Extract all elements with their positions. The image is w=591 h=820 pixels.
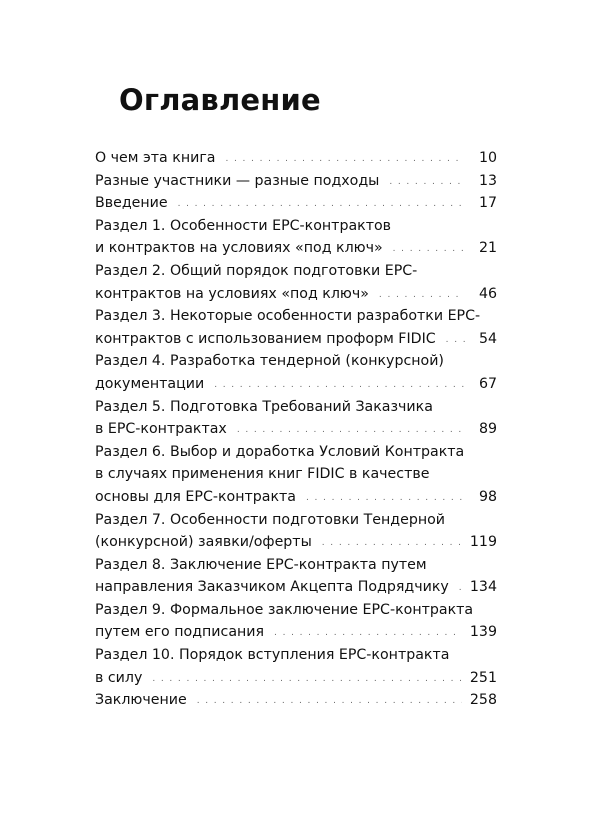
toc-entry-line: в случаях применения книг FIDIC в качестве [95, 466, 430, 483]
toc-entry-text: О чем эта книга [95, 150, 216, 166]
toc-entry-line: Раздел 8. Заключение EPC-контракта путем [95, 556, 427, 573]
dot-leader [214, 374, 465, 397]
page-number: 17 [478, 195, 497, 212]
page-title: Оглавление [119, 83, 321, 117]
toc-entry [95, 215, 497, 260]
page-number: 258 [469, 692, 497, 709]
toc-entry-text: контрактов на условиях «под ключ» [95, 285, 369, 302]
page-number: 139 [469, 624, 497, 641]
page-number: 119 [469, 534, 497, 551]
toc-entry [95, 305, 497, 350]
toc-entry-line: Раздел 3. Некоторые особенности разработки EPC- [95, 308, 481, 325]
page-number: 13 [478, 172, 497, 189]
toc-entry-text: Разные участники — разные подходы [95, 172, 380, 189]
toc-entry-line: Раздел 5. Подготовка Требований Заказчика [95, 398, 433, 415]
page-number: 54 [478, 330, 497, 347]
toc-entry-line: Раздел 10. Порядок вступления EPC-контракта [95, 647, 450, 664]
page-number: 46 [478, 285, 497, 302]
toc-entry-line: Раздел 1. Особенности EPC-контрактов [95, 217, 392, 234]
toc-entry-last-line [95, 667, 497, 690]
toc-entry-text: основы для EPC-контракта [95, 488, 296, 505]
dot-leader [322, 532, 462, 555]
toc-entry-last-line [95, 576, 497, 599]
dot-leader [237, 419, 465, 442]
toc-entry [95, 192, 497, 215]
toc-entry [95, 441, 497, 509]
toc-entry-text: документации [95, 375, 205, 392]
toc-entry-last-line [95, 531, 497, 554]
toc-entry-last-line [95, 192, 497, 215]
toc-entry-last-line [95, 373, 497, 396]
toc-entry-last-line [95, 621, 497, 644]
toc-entry-text: (конкурсной) заявки/оферты [95, 534, 312, 551]
toc-entry-text: направления Заказчиком Акцепта Подрядчику [95, 579, 449, 596]
table-of-contents [95, 147, 497, 712]
page-number: 21 [478, 240, 497, 257]
page-number: 251 [469, 669, 497, 686]
toc-entry-text: путем его подписания [95, 624, 265, 641]
toc-entry [95, 147, 497, 170]
page-number: 98 [478, 488, 497, 505]
toc-entry-line: Раздел 9. Формальное заключение EPC-контракта [95, 601, 474, 618]
toc-entry-text: контрактов с использованием проформ FIDIC [95, 330, 436, 347]
toc-entry [95, 260, 497, 305]
toc-entry-last-line [95, 328, 497, 351]
dot-leader [152, 668, 462, 691]
toc-entry-last-line [95, 237, 497, 260]
toc-entry [95, 599, 497, 644]
dot-leader [197, 690, 462, 713]
toc-entry [95, 509, 497, 554]
toc-entry-line: Раздел 4. Разработка тендерной (конкурсной) [95, 353, 444, 370]
dot-leader [274, 622, 462, 645]
toc-entry-line: Раздел 6. Выбор и доработка Условий Контракта [95, 443, 465, 460]
toc-entry [95, 170, 497, 193]
dot-leader [178, 193, 465, 216]
toc-entry-last-line [95, 486, 497, 509]
dot-leader [389, 171, 465, 194]
dot-leader [306, 487, 465, 510]
dot-leader [379, 284, 465, 307]
toc-entry-text: Заключение [95, 692, 187, 709]
toc-entry-last-line [95, 418, 497, 441]
page-number: 67 [478, 375, 497, 392]
toc-entry [95, 689, 497, 712]
toc-entry-text: в EPC-контрактах [95, 421, 227, 438]
toc-entry [95, 396, 497, 441]
toc-entry [95, 554, 497, 599]
toc-entry [95, 644, 497, 689]
toc-entry-text: и контрактов на условиях «под ключ» [95, 240, 383, 257]
toc-entry-last-line [95, 689, 497, 712]
dot-leader [459, 577, 462, 600]
toc-entry-line: Раздел 2. Общий порядок подготовки EPC- [95, 262, 418, 279]
page-number: 134 [469, 579, 497, 596]
page-number: 89 [478, 421, 497, 438]
toc-entry-last-line [95, 147, 497, 170]
toc-entry-last-line [95, 283, 497, 306]
dot-leader [393, 238, 465, 261]
dot-leader [225, 148, 465, 171]
toc-entry [95, 350, 497, 395]
toc-entry-line: Раздел 7. Особенности подготовки Тендерной [95, 511, 446, 528]
toc-entry-last-line [95, 170, 497, 193]
dot-leader [446, 329, 465, 352]
page-number: 10 [478, 150, 497, 166]
toc-entry-text: Введение [95, 195, 168, 212]
toc-entry-text: в силу [95, 669, 143, 686]
